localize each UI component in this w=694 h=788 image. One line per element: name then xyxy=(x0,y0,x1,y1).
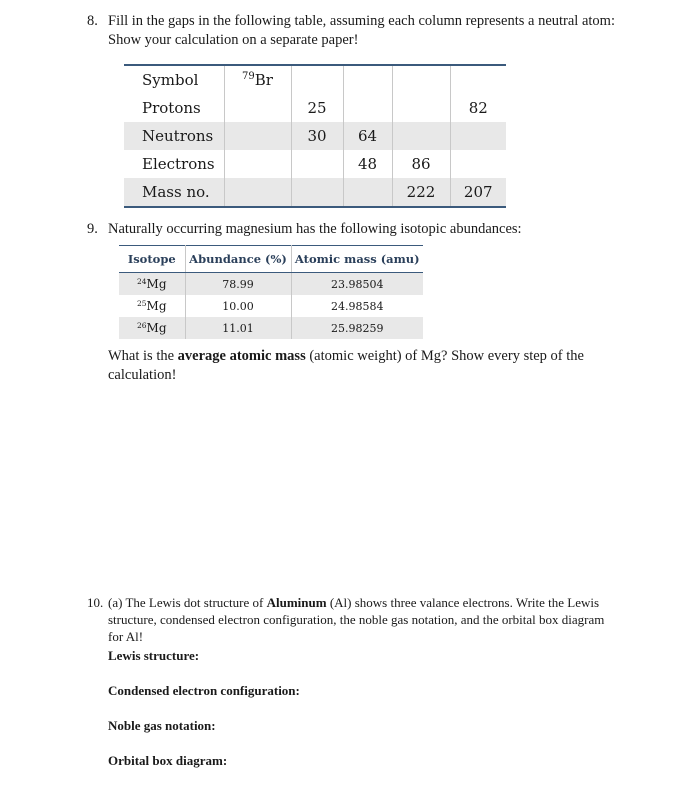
atomic-mass: 23.98504 xyxy=(291,273,423,296)
isotope-table-header xyxy=(119,246,423,273)
table-row xyxy=(119,273,423,296)
cell xyxy=(343,178,392,207)
orbital-box-label: Orbital box diagram: xyxy=(108,753,228,768)
label-electrons: Electrons xyxy=(142,155,215,173)
cell-symbol-br: $^{79}$Br xyxy=(224,65,291,94)
q8-line1: Fill in the gaps in the following table, assuming each column represents a neutral atom: xyxy=(108,13,615,29)
lewis-structure-label: Lewis structure: xyxy=(108,648,200,663)
cell xyxy=(291,65,343,94)
isotope-table xyxy=(119,245,423,339)
table-row xyxy=(119,317,423,339)
atomic-mass: 24.98584 xyxy=(291,295,423,317)
header-abundance: Abundance (%) xyxy=(185,246,291,273)
q9-question-line2: calculation! xyxy=(108,367,177,383)
q8-line2: Show your calculation on a separate paper! xyxy=(108,32,359,48)
cell xyxy=(392,94,450,122)
cell: 207 xyxy=(450,178,506,207)
cell xyxy=(224,178,291,207)
cell: 64 xyxy=(343,122,392,150)
cell: 30 xyxy=(291,122,343,150)
cell xyxy=(343,94,392,122)
row-protons xyxy=(124,94,506,122)
q8-number: 8. xyxy=(87,13,98,29)
row-mass-no xyxy=(124,178,506,207)
q10-line3: for Al! xyxy=(108,629,144,644)
q9-question-line1: What is the average atomic mass (atomic weight) of Mg? Show every step of the xyxy=(108,348,584,364)
abundance: 10.00 xyxy=(185,295,291,317)
q10-line1: (a) The Lewis dot structure of Aluminum (Al) shows three valance electrons. Write the Lewis xyxy=(108,595,600,610)
q9-question xyxy=(108,347,678,385)
cell xyxy=(450,150,506,178)
cell xyxy=(450,65,506,94)
table-row xyxy=(119,295,423,317)
row-symbol xyxy=(124,65,506,94)
q10-number: 10. xyxy=(87,595,104,610)
q8-instructions xyxy=(108,12,678,50)
cell: 82 xyxy=(450,94,506,122)
cell xyxy=(291,150,343,178)
cell xyxy=(224,94,291,122)
row-electrons xyxy=(124,150,506,178)
cell: 48 xyxy=(343,150,392,178)
cell: 25 xyxy=(291,94,343,122)
isotope-mg26: $^{26}$Mg xyxy=(119,317,185,339)
q10-line2: structure, condensed electron configuration, the noble gas notation, and the orbital box diagram xyxy=(108,612,605,627)
cell xyxy=(343,65,392,94)
condensed-config-label: Condensed electron configuration: xyxy=(108,683,300,698)
cell xyxy=(392,122,450,150)
atomic-mass: 25.98259 xyxy=(291,317,423,339)
label-symbol: Symbol xyxy=(142,71,199,89)
q10-instructions xyxy=(108,594,678,645)
isotope-mg25: $^{25}$Mg xyxy=(136,299,167,313)
label-protons: Protons xyxy=(142,99,201,117)
cell xyxy=(291,178,343,207)
neutral-atom-table xyxy=(124,64,506,208)
header-isotope: Isotope xyxy=(119,246,185,273)
cell xyxy=(224,150,291,178)
cell: 86 xyxy=(392,150,450,178)
isotope-mg24: $^{24}$Mg xyxy=(119,273,185,296)
cell xyxy=(450,122,506,150)
abundance: 11.01 xyxy=(185,317,291,339)
cell: 222 xyxy=(392,178,450,207)
cell xyxy=(392,65,450,94)
cell xyxy=(224,122,291,150)
row-neutrons xyxy=(124,122,506,150)
noble-gas-label: Noble gas notation: xyxy=(108,718,216,733)
header-atomic-mass: Atomic mass (amu) xyxy=(291,246,423,273)
q9-number: 9. xyxy=(87,221,98,237)
q9-intro: Naturally occurring magnesium has the following isotopic abundances: xyxy=(108,221,522,237)
label-mass-no: Mass no. xyxy=(124,178,224,207)
label-neutrons: Neutrons xyxy=(124,122,224,150)
abundance: 78.99 xyxy=(185,273,291,296)
